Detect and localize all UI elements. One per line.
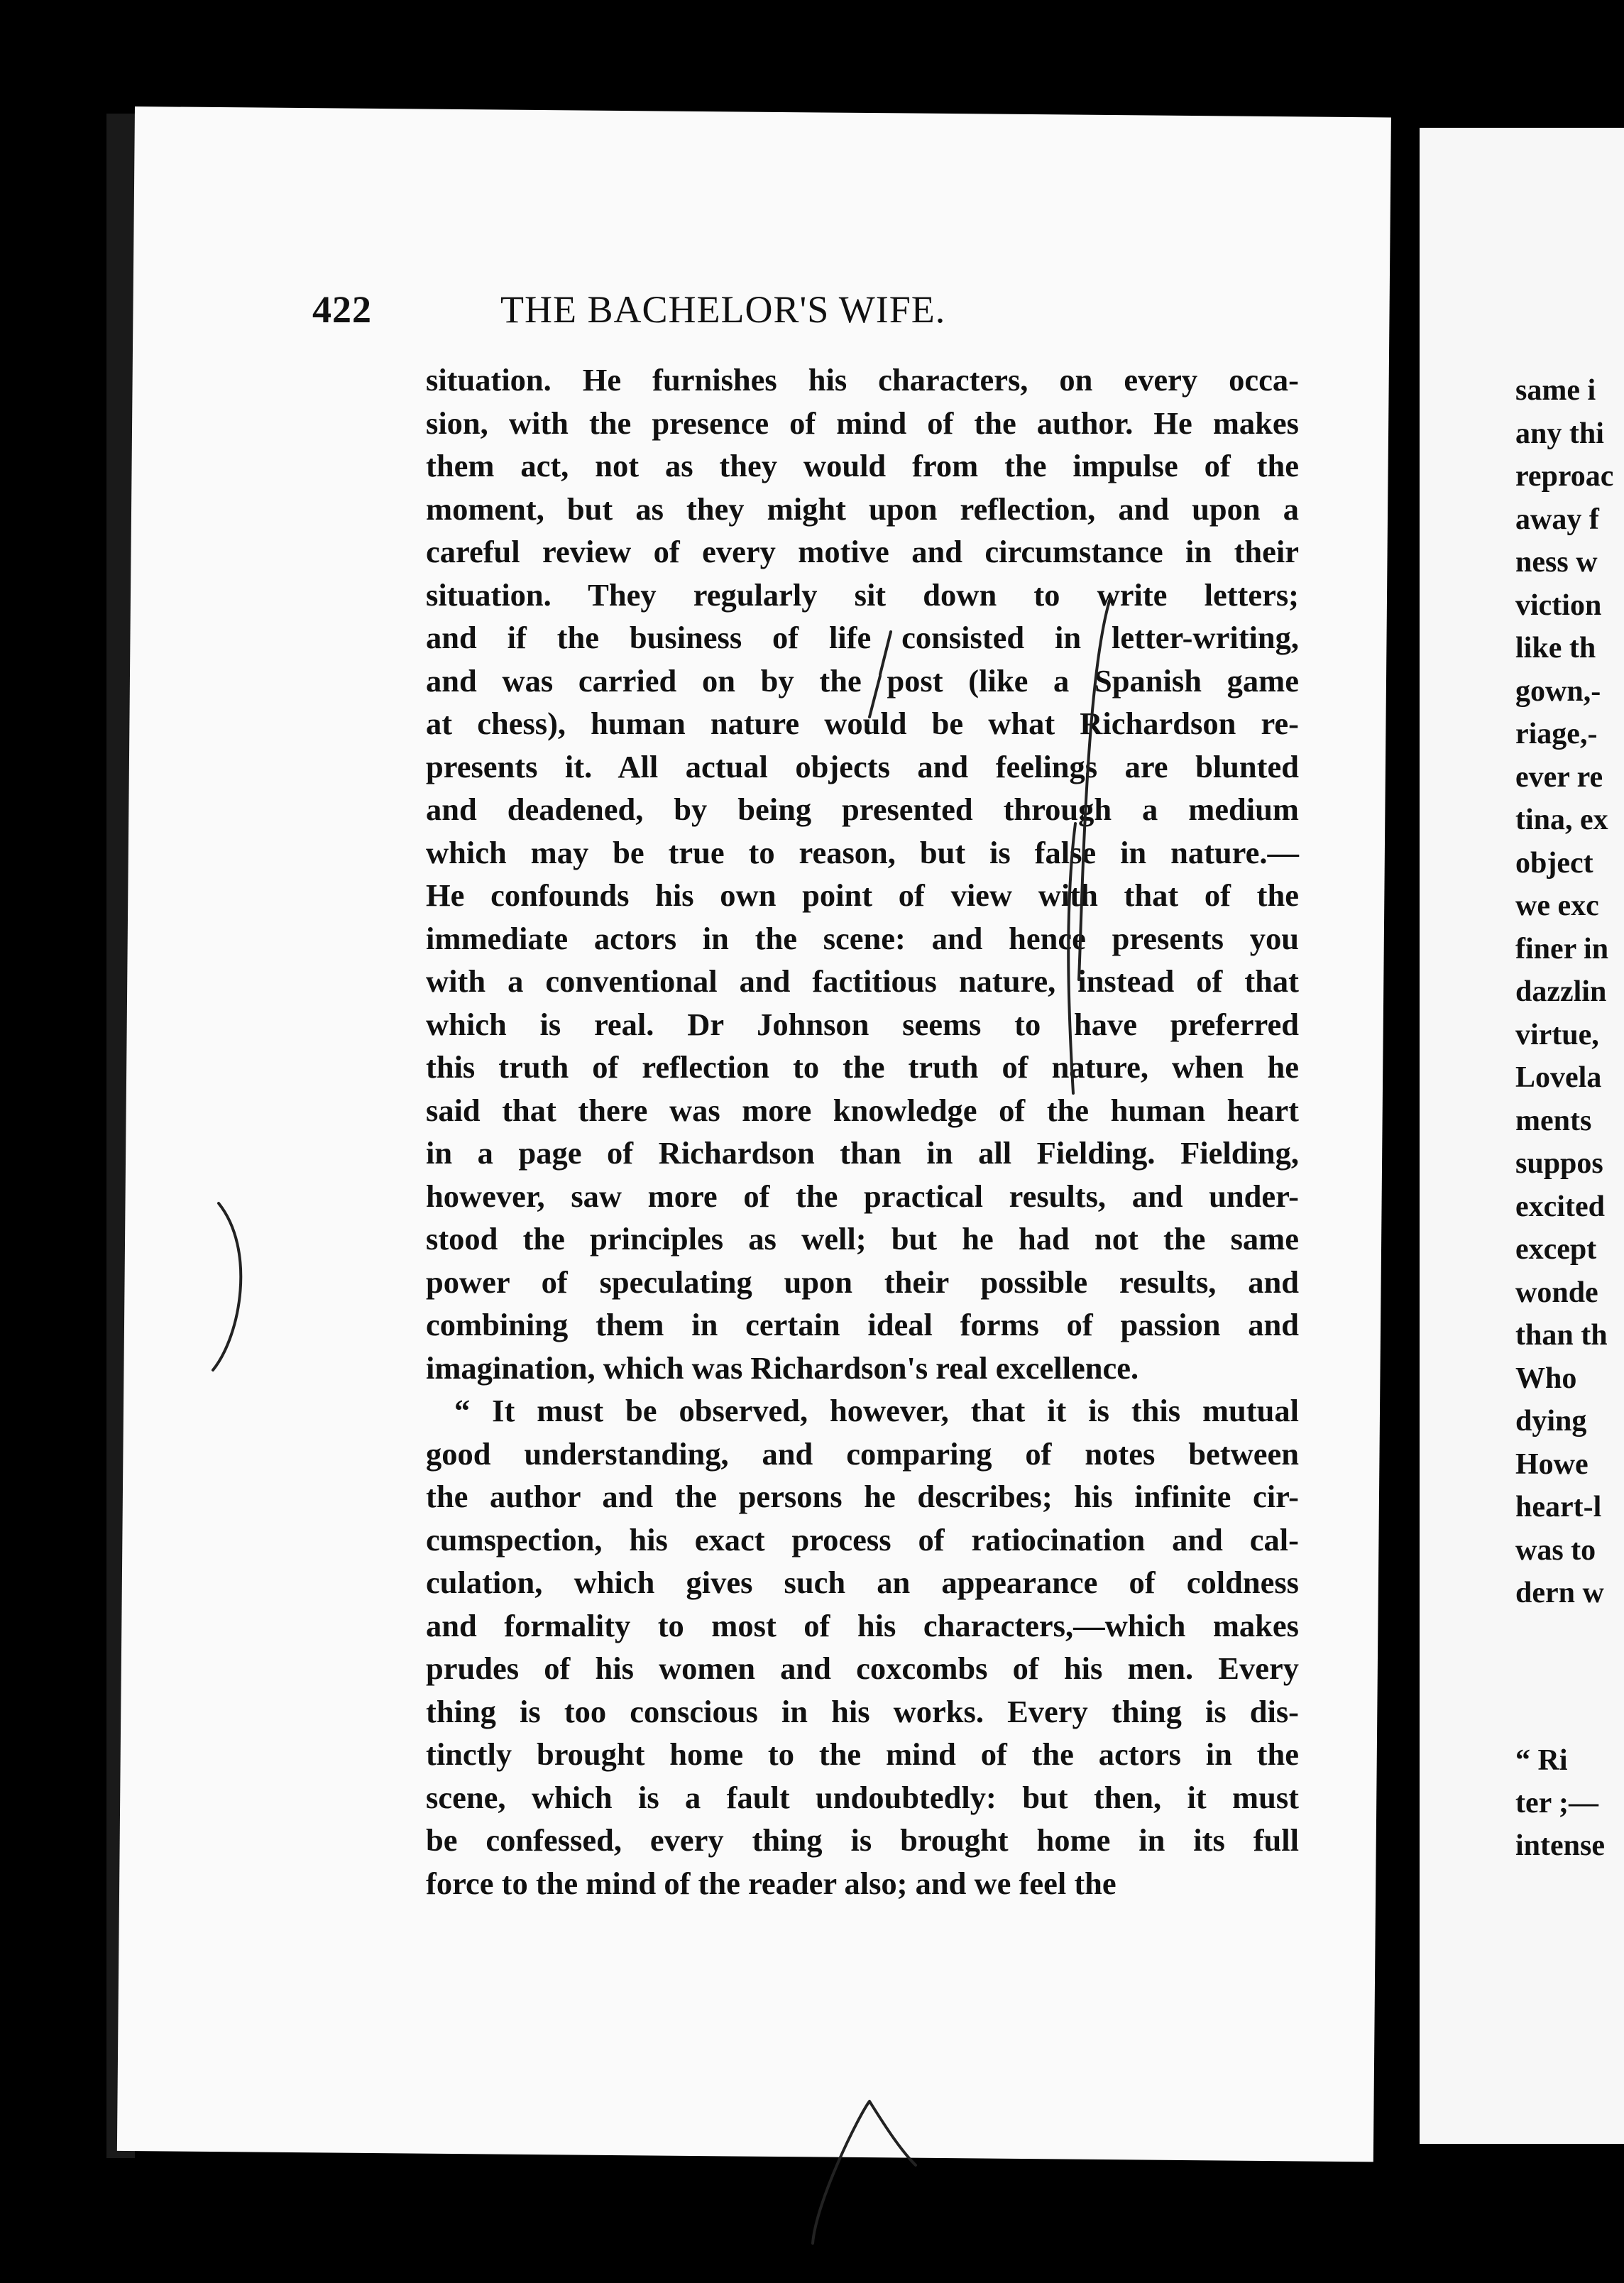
text-line: sion, with the presence of mind of the author. He makes — [426, 405, 1299, 441]
facing-text-line: dazzlin — [1515, 975, 1607, 1008]
pencil-scribble — [813, 2101, 916, 2243]
pencil-tick-1 — [880, 632, 891, 674]
text-line: said that there was more knowledge of the human heart — [426, 1092, 1299, 1128]
text-line: culation, which gives such an appearance of coldness — [426, 1565, 1299, 1600]
facing-text-line: dying — [1515, 1405, 1587, 1438]
facing-text-line: ever re — [1515, 760, 1603, 794]
pencil-vertical-stroke — [1079, 596, 1111, 980]
pencil-margin-line — [1068, 823, 1075, 1093]
text-line: which may be true to reason, but is false in nature.— — [426, 834, 1299, 870]
text-line: immediate actors in the scene: and hence presents you — [426, 920, 1299, 956]
text-line: combining them in certain ideal forms of passion and — [426, 1307, 1299, 1342]
facing-text-line: any thi — [1515, 417, 1604, 450]
pencil-tick-2 — [869, 676, 880, 717]
facing-text-line: gown,- — [1515, 674, 1601, 708]
text-line: thing is too conscious in his works. Every thing is dis- — [426, 1693, 1299, 1729]
text-line: force to the mind of the reader also; and we feel the — [426, 1865, 1116, 1901]
facing-text-line: tina, ex — [1515, 804, 1608, 836]
text-line: situation. They regularly sit down to write letters; — [426, 576, 1299, 613]
facing-text-line: like th — [1515, 632, 1596, 664]
text-line: stood the principles as well; but he had not the same — [426, 1221, 1299, 1257]
text-line: cumspection, his exact process of ratiocination and cal- — [426, 1521, 1299, 1557]
facing-text-line: finer in — [1515, 932, 1609, 965]
text-line: at chess), human nature would be what Richardson re- — [426, 706, 1299, 741]
text-line: power of speculating upon their possible results, and — [426, 1264, 1299, 1300]
text-line: tinctly brought home to the mind of the actors in the — [426, 1736, 1299, 1772]
text-line: the author and the persons he describes; his infinite cir- — [426, 1479, 1299, 1514]
text-line: good understanding, and comparing of notes between — [426, 1435, 1299, 1472]
facing-text-line: object — [1515, 846, 1593, 880]
text-line: situation. He furnishes his characters, on every occa- — [426, 362, 1299, 398]
text-line: this truth of reflection to the truth of nature, when he — [426, 1049, 1299, 1085]
facing-text-line: wonde — [1515, 1276, 1598, 1309]
text-line: and deadened, by being presented through a medium — [426, 792, 1299, 827]
facing-text-line: excited — [1515, 1190, 1605, 1223]
facing-text-line: suppos — [1515, 1147, 1603, 1180]
text-line: in a page of Richardson than in all Fielding. Fielding, — [426, 1135, 1299, 1171]
text-line: presents it. All actual objects and feelings are blunted — [426, 748, 1299, 784]
facing-text-line: heart-l — [1515, 1491, 1602, 1523]
text-line: and was carried on by the post (like a Spanish game — [426, 662, 1299, 699]
text-line: and formality to most of his characters,—which makes — [426, 1607, 1299, 1643]
text-line: “ It must be observed, however, that it is this mutual — [454, 1393, 1299, 1428]
facing-text-line: dern w — [1515, 1577, 1604, 1609]
text-line: scene, which is a fault undoubtedly: but then, it must — [426, 1779, 1299, 1815]
text-line: be confessed, every thing is brought home in its full — [426, 1822, 1299, 1858]
facing-text-line: ter ;— — [1515, 1787, 1598, 1819]
text-line: prudes of his women and coxcombs of his men. Every — [426, 1650, 1299, 1686]
pencil-bracket-left — [213, 1203, 241, 1370]
text-line: He confounds his own point of view with that of the — [426, 877, 1299, 913]
facing-text-line: ments — [1515, 1104, 1592, 1137]
facing-text-line: same i — [1515, 374, 1596, 407]
facing-text-line: reproac — [1515, 460, 1614, 493]
facing-text-line: Lovela — [1515, 1061, 1602, 1094]
text-line: careful review of every motive and circumstance in their — [426, 534, 1299, 569]
facing-text-line: except — [1515, 1233, 1597, 1266]
facing-text-line: than th — [1515, 1319, 1608, 1352]
text-line: and if the business of life consisted in letter-writing, — [426, 620, 1299, 655]
page-title: THE BACHELOR'S WIFE. — [500, 288, 946, 331]
facing-text-line: viction — [1515, 588, 1602, 622]
facing-text-line: Who — [1515, 1362, 1577, 1395]
facing-text-line: “ Ri — [1515, 1744, 1568, 1777]
facing-text-line: ness w — [1515, 546, 1598, 579]
page-number: 422 — [312, 288, 372, 331]
facing-text-line: Howe — [1515, 1447, 1589, 1481]
text-line: with a conventional and factitious nature, instead of that — [426, 963, 1299, 999]
facing-text-line: riage,- — [1515, 718, 1598, 750]
facing-text-line: virtue, — [1515, 1018, 1599, 1051]
text-line: however, saw more of the practical results, and under- — [426, 1178, 1299, 1214]
text-line: which is real. Dr Johnson seems to have preferred — [426, 1006, 1299, 1042]
facing-text-line: intense — [1515, 1829, 1605, 1862]
text-line: imagination, which was Richardson's real excellence. — [426, 1349, 1139, 1386]
facing-text-line: was to — [1515, 1533, 1596, 1567]
facing-text-line: away f — [1515, 503, 1599, 536]
facing-text-line: we exc — [1515, 889, 1599, 922]
text-line: moment, but as they might upon reflection, and upon a — [426, 491, 1299, 527]
text-line: them act, not as they would from the impulse of the — [426, 448, 1299, 483]
